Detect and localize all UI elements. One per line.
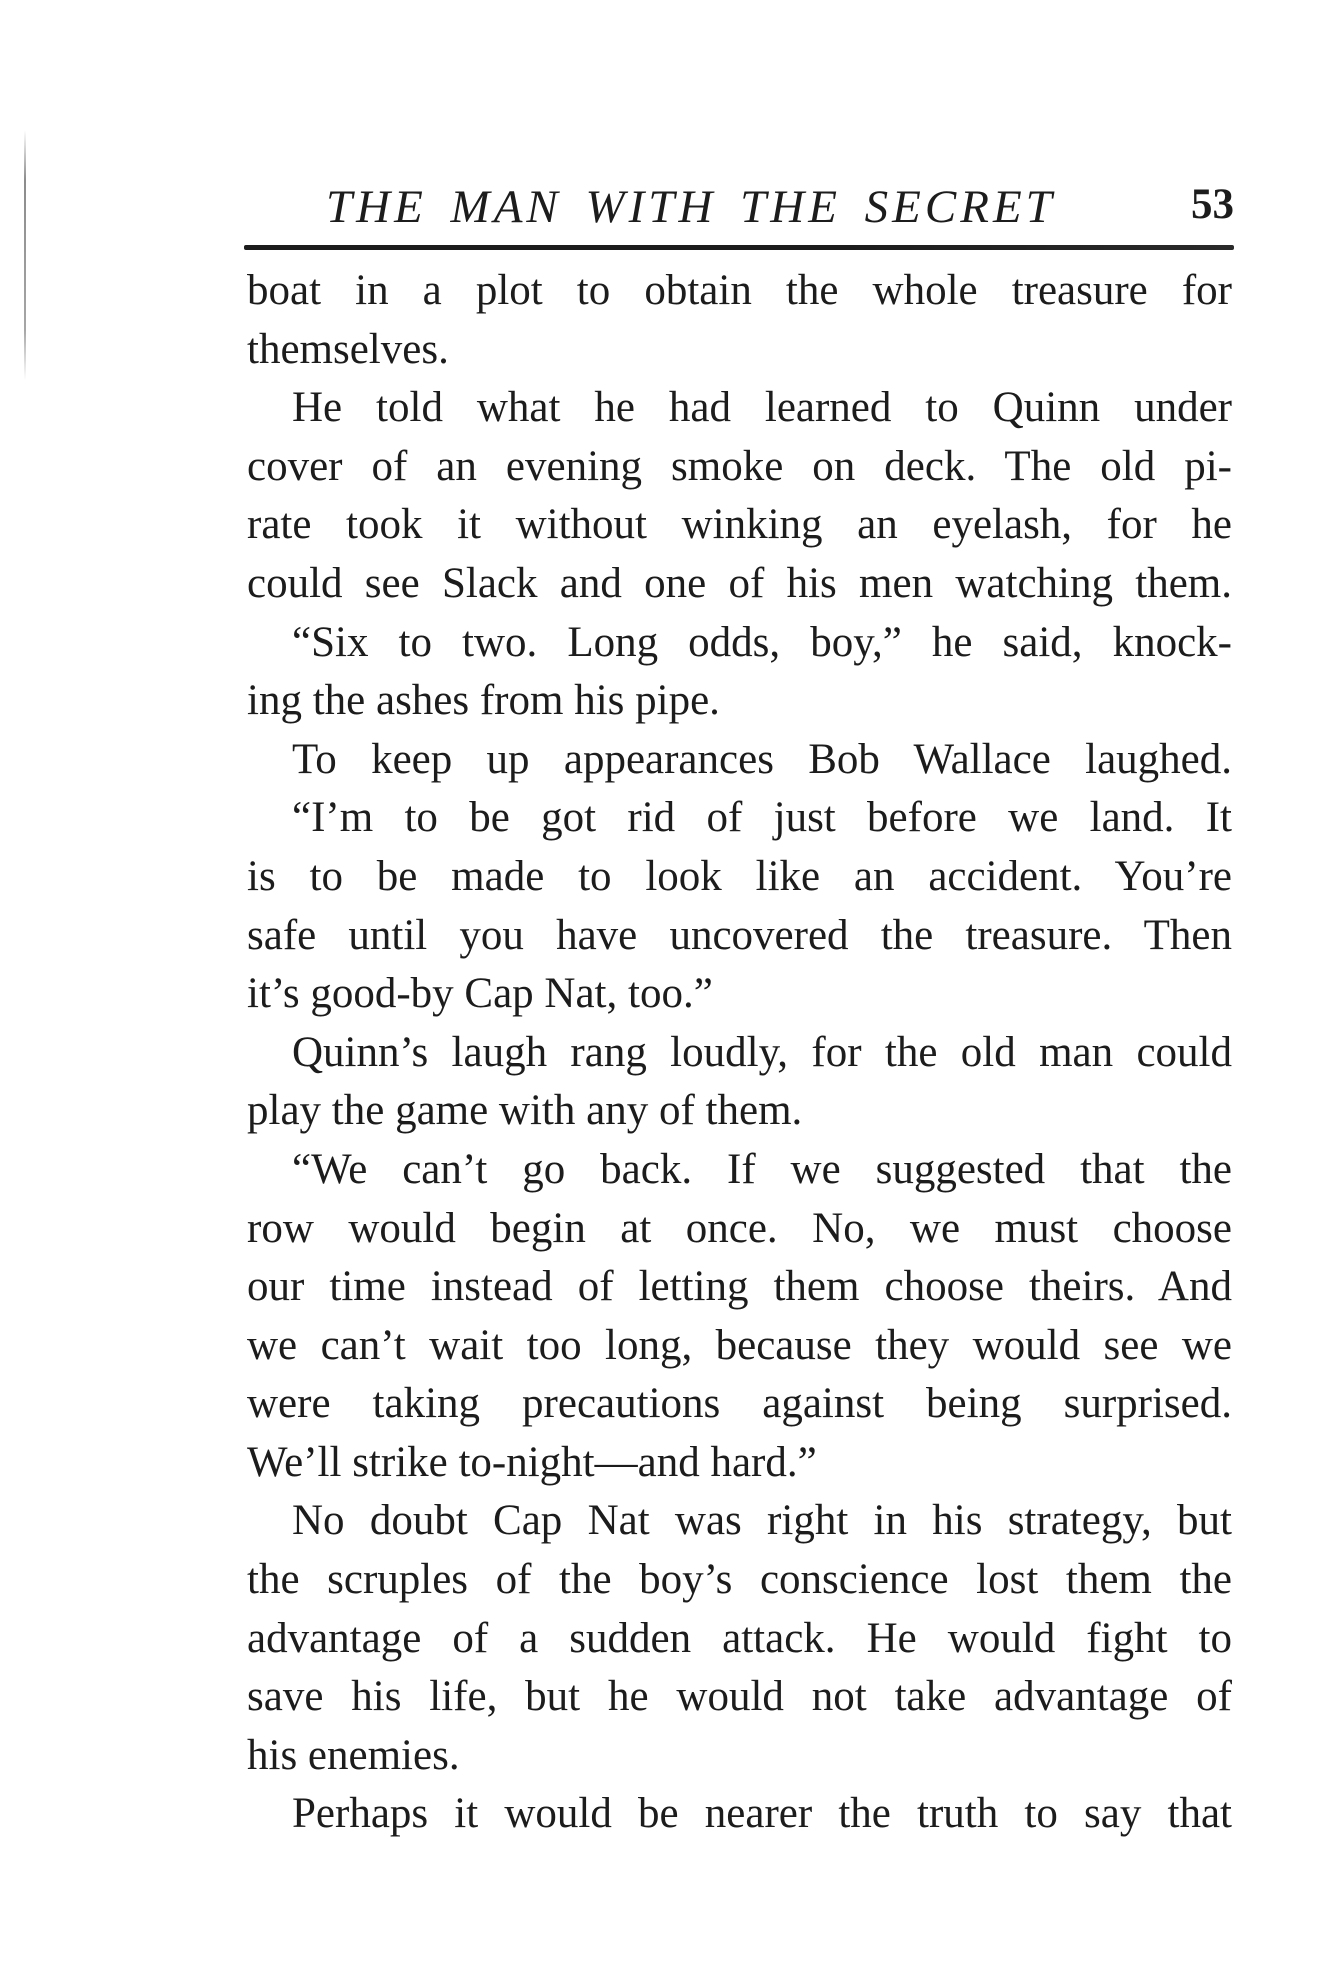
text-line: He told what he had learned to Quinn under [292, 384, 1232, 432]
text-line: our time instead of letting them choose theirs. And [247, 1263, 1232, 1311]
page-number: 53 [1191, 181, 1234, 228]
text-line: “I’m to be got rid of just before we land. It [292, 794, 1232, 842]
scan-edge-mark [24, 130, 26, 380]
text-line: cover of an evening smoke on deck. The old pi- [247, 442, 1232, 490]
running-head-title: THE MAN WITH THE SECRET [326, 181, 1056, 233]
text-line: No doubt Cap Nat was right in his strategy, but [292, 1497, 1232, 1545]
text-line: Quinn’s laugh rang loudly, for the old man could [292, 1028, 1232, 1076]
text-line: rate took it without winking an eyelash, for he [247, 501, 1232, 549]
text-line: play the game with any of them. [247, 1087, 803, 1135]
text-line: were taking precautions against being surprised. [247, 1380, 1232, 1428]
body-text [247, 262, 1232, 1844]
text-line: “We can’t go back. If we suggested that the [292, 1145, 1232, 1193]
text-line: we can’t wait too long, because they would see we [247, 1321, 1232, 1369]
running-head [244, 172, 1236, 236]
text-line: We’ll strike to-night—and hard.” [247, 1438, 817, 1486]
header-rule [244, 245, 1234, 250]
text-line: ing the ashes from his pipe. [247, 677, 720, 725]
text-line: row would begin at once. No, we must choose [247, 1204, 1232, 1252]
text-line: it’s good-by Cap Nat, too.” [247, 970, 713, 1018]
text-line: save his life, but he would not take advantage of [247, 1673, 1232, 1721]
text-line: is to be made to look like an accident. You’re [247, 852, 1232, 900]
text-line: could see Slack and one of his men watching them. [247, 559, 1232, 607]
text-line: To keep up appearances Bob Wallace laughed. [292, 735, 1232, 783]
text-line: advantage of a sudden attack. He would fight to [247, 1614, 1232, 1662]
text-line: “Six to two. Long odds, boy,” he said, knock- [292, 618, 1232, 666]
text-line: the scruples of the boy’s conscience lost them the [247, 1556, 1232, 1604]
text-line: safe until you have uncovered the treasure. Then [247, 911, 1232, 959]
text-line: themselves. [247, 325, 449, 373]
text-line: Perhaps it would be nearer the truth to say that [292, 1790, 1232, 1838]
text-line: his enemies. [247, 1731, 460, 1779]
text-line: boat in a plot to obtain the whole treasure for [247, 267, 1232, 314]
